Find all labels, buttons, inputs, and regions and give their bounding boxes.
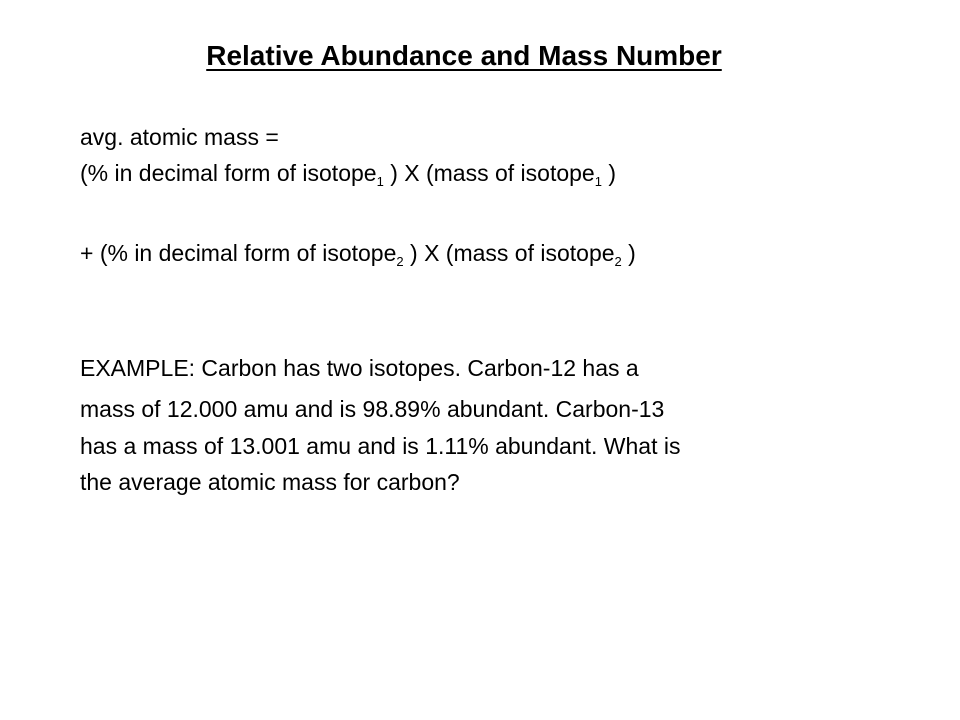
isotope-subscript: 2: [614, 254, 622, 269]
example-line-2: mass of 12.000 amu and is 98.89% abundant. Carbon-13: [80, 396, 665, 422]
slide-title: Relative Abundance and Mass Number: [206, 40, 722, 71]
formula-line-2-part-c: ): [601, 160, 617, 186]
isotope-subscript: 1: [594, 174, 602, 189]
formula-line-1: avg. atomic mass =: [80, 124, 279, 150]
isotope-subscript: 2: [396, 254, 404, 269]
formula-line-2-part-b: ) X (mass of isotope: [383, 160, 595, 186]
formula-line-3-part-a: + (% in decimal form of isotope: [80, 240, 397, 266]
formula-line-2: [80, 158, 616, 188]
formula-line-2-part-a: (% in decimal form of isotope: [80, 160, 377, 186]
example-line-1: EXAMPLE: Carbon has two isotopes. Carbon-12 has a: [80, 355, 639, 381]
isotope-subscript: 1: [376, 174, 384, 189]
formula-line-3-part-b: ) X (mass of isotope: [403, 240, 615, 266]
example-line-4: the average atomic mass for carbon?: [80, 469, 460, 495]
example-line-3: has a mass of 13.001 amu and is 1.11% abundant. What is: [80, 433, 681, 459]
formula-line-3: [80, 238, 636, 268]
formula-line-3-part-c: ): [621, 240, 636, 266]
